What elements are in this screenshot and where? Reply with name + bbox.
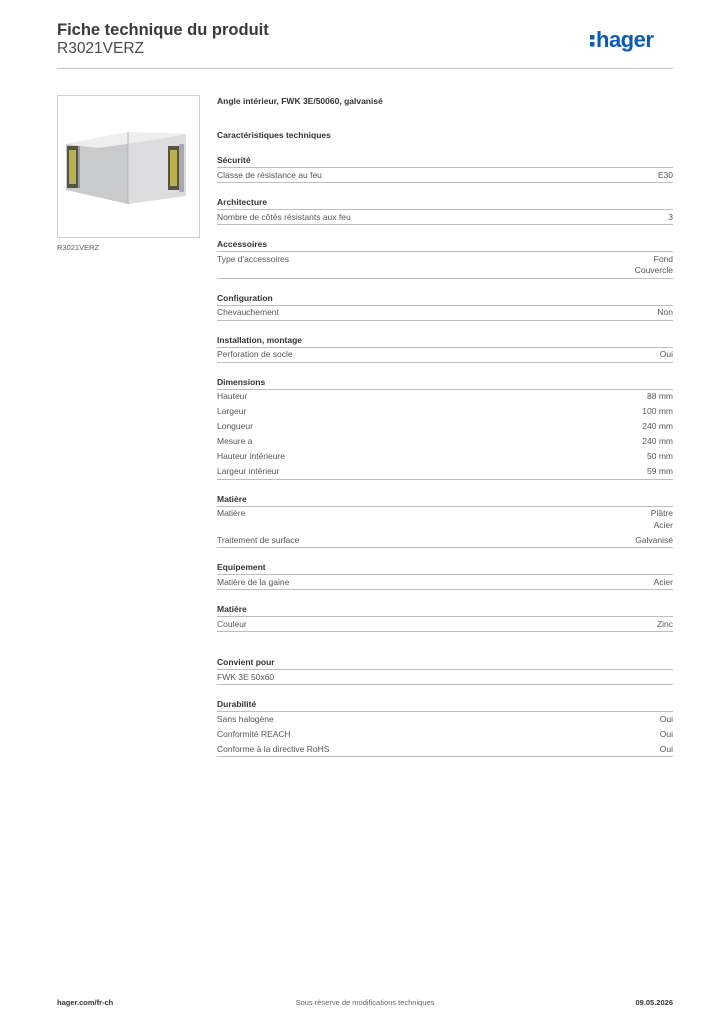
- spec-value: Oui: [659, 713, 673, 724]
- spec-row: [217, 450, 673, 465]
- spec-label: FWK 3E 50x60: [217, 671, 275, 682]
- spec-value: Oui: [659, 349, 673, 359]
- spec-row: [217, 306, 673, 321]
- section-title: Accessoires: [217, 239, 673, 252]
- spec-value: Acier: [653, 519, 673, 530]
- spec-section: [217, 657, 673, 685]
- spec-label: Type d'accessoires: [217, 253, 290, 264]
- spec-label: Perforation de socle: [217, 349, 293, 359]
- spec-row: [217, 348, 673, 363]
- product-reference: R3021VERZ: [57, 40, 145, 57]
- spec-sections: [217, 155, 673, 757]
- spec-row: [217, 742, 673, 757]
- spec-row: [217, 168, 673, 183]
- spec-values: [660, 714, 673, 726]
- spec-row: [217, 727, 673, 742]
- characteristics-heading: Caractéristiques techniques: [217, 130, 331, 140]
- spec-values: [647, 466, 673, 478]
- spec-label: Hauteur: [217, 391, 248, 401]
- spec-value: Fond: [653, 253, 673, 264]
- spec-values: [647, 391, 673, 403]
- spec-values: [658, 170, 673, 182]
- spec-value: Couvercle: [634, 265, 673, 275]
- image-caption: R3021VERZ: [57, 243, 100, 252]
- spec-label: Largeur intérieur: [217, 466, 280, 476]
- spec-values: [651, 508, 673, 531]
- section-title: Dimensions: [217, 377, 673, 390]
- spec-value: Zinc: [656, 618, 673, 629]
- section-title: Sécurité: [217, 155, 673, 168]
- spec-row: [217, 670, 673, 685]
- spec-sheet: [217, 95, 673, 757]
- spec-values: [635, 254, 673, 277]
- spec-label: Nombre de côtés résistants aux feu: [217, 211, 351, 222]
- spec-section: [217, 699, 673, 757]
- spec-label: Sans halogène: [217, 713, 274, 724]
- spec-section: [217, 494, 673, 549]
- spec-section: [217, 377, 673, 480]
- spec-values: [647, 451, 673, 463]
- page-title: Fiche technique du produit: [57, 21, 269, 39]
- section-title: Matière: [217, 494, 673, 507]
- spec-row: [217, 390, 673, 405]
- spec-section: [217, 293, 673, 321]
- spec-label: Conforme à la directive RoHS: [217, 743, 330, 754]
- spec-label: Classe de résistance au feu: [217, 169, 322, 180]
- spec-value: Oui: [659, 743, 673, 754]
- spec-values: [642, 406, 673, 418]
- spec-label: Hauteur intérieure: [217, 451, 286, 461]
- spec-value: 59 mm: [647, 466, 673, 476]
- spec-row: [217, 210, 673, 225]
- spec-values: [657, 619, 673, 631]
- spec-section: [217, 197, 673, 225]
- logo-dot-top: [590, 35, 595, 40]
- spec-section: [217, 155, 673, 183]
- spec-label: Matière: [217, 508, 246, 518]
- spec-values: [657, 307, 673, 319]
- spec-label: Mesure a: [217, 436, 253, 446]
- section-title: Configuration: [217, 293, 673, 306]
- logo-wordmark: hager: [596, 27, 654, 52]
- section-title: Architecture: [217, 197, 673, 210]
- spec-values: [635, 535, 673, 547]
- footer-website-link[interactable]: hager.com/fr-ch: [57, 998, 114, 1007]
- spec-label: Conformité REACH: [217, 728, 291, 739]
- spec-row: [217, 712, 673, 727]
- spec-value: Galvanisé: [635, 534, 673, 545]
- spec-row: [217, 465, 673, 480]
- spec-value: Non: [657, 307, 673, 317]
- spec-row: [217, 617, 673, 632]
- section-title: Equipement: [217, 562, 673, 575]
- spec-values: [660, 729, 673, 741]
- spec-label: Largeur: [217, 406, 247, 416]
- spec-label: Couleur: [217, 618, 247, 629]
- cable-duct-corner-illustration: [58, 96, 199, 237]
- section-title: Installation, montage: [217, 335, 673, 348]
- header-divider: [57, 68, 673, 69]
- spec-value: 240 mm: [642, 436, 673, 446]
- spec-value: 240 mm: [642, 421, 673, 431]
- spec-value: E30: [657, 169, 673, 180]
- spec-section: [217, 239, 673, 279]
- logo-dot-bottom: [590, 42, 595, 47]
- spec-value: 3: [668, 211, 673, 222]
- spec-label: Chevauchement: [217, 307, 279, 317]
- spec-label: Longueur: [217, 421, 253, 431]
- spec-section: [217, 335, 673, 363]
- section-title: Matière: [217, 604, 673, 617]
- spec-row: [217, 435, 673, 450]
- spec-value: 50 mm: [647, 451, 673, 461]
- spec-values: [668, 212, 673, 224]
- spec-section: [217, 604, 673, 632]
- spec-values: [642, 436, 673, 448]
- spec-value: 88 mm: [647, 391, 673, 401]
- spec-value: Oui: [659, 728, 673, 739]
- spec-row: [217, 533, 673, 548]
- spec-values: [660, 349, 673, 361]
- spec-values: [660, 744, 673, 756]
- spec-row: [217, 507, 673, 534]
- spec-section: [217, 562, 673, 590]
- spec-value: Acier: [653, 576, 673, 587]
- spec-row: [217, 405, 673, 420]
- footer-date: 09.05.2026: [635, 998, 673, 1007]
- spec-row: [217, 252, 673, 279]
- product-description: Angle intérieur, FWK 3E/50060, galvanisé: [217, 96, 383, 106]
- spec-label: Traitement de surface: [217, 534, 300, 545]
- section-title: Convient pour: [217, 657, 673, 670]
- footer-notice: Sous réserve de modifications techniques: [295, 998, 435, 1007]
- spec-values: [654, 577, 673, 589]
- spec-row: [217, 575, 673, 590]
- spec-row: [217, 420, 673, 435]
- hager-logo: [588, 26, 674, 58]
- spec-label: Matière de la gaine: [217, 576, 290, 587]
- spec-values: [642, 421, 673, 433]
- spec-value: 100 mm: [642, 406, 673, 416]
- product-image: [57, 95, 200, 238]
- section-title: Durabilité: [217, 699, 673, 712]
- spec-value: Plâtre: [650, 508, 673, 518]
